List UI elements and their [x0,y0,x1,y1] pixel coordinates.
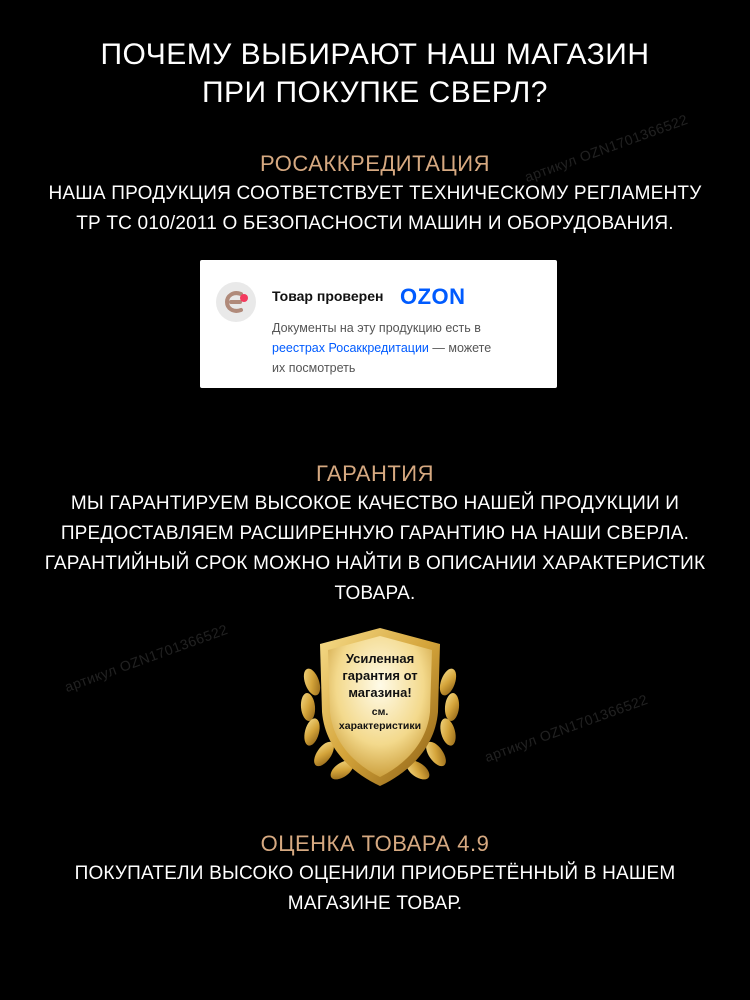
badge-line-2: гарантия от [342,668,418,683]
ozon-verified-card [200,260,557,388]
watermark: артикул OZN1701366522 [62,620,230,696]
verified-logo-icon [216,282,256,322]
section-text-accreditation [20,179,730,239]
title-line-1: ПОЧЕМУ ВЫБИРАЮТ НАШ МАГАЗИН [100,38,650,71]
watermark: артикул OZN1701366522 [482,690,650,766]
text-line: ПРЕДОСТАВЛЯЕМ РАСШИРЕННУЮ ГАРАНТИЮ НА НАШИ СВЕРЛА. [60,523,690,544]
registry-link[interactable]: реестрах Росаккредитации [272,341,429,355]
badge-line-1: Усиленная [345,651,415,666]
title-line-2: ПРИ ПОКУПКЕ СВЕРЛ? [201,76,548,109]
page-title [0,36,750,112]
text-line: ПОКУПАТЕЛИ ВЫСОКО ОЦЕНИЛИ ПРИОБРЕТЁННЫЙ В НАШЕМ [74,863,676,884]
verified-heading: Товар проверен [272,288,384,304]
section-heading-rating: ОЦЕНКА ТОВАРА 4.9 [260,831,490,856]
text-line: ТОВАРА. [334,583,416,604]
section-heading-guarantee: ГАРАНТИЯ [315,461,435,486]
watermark: артикул OZN1701366522 [522,110,690,186]
badge-small-2: характеристики [338,720,422,732]
verified-text-line-3: их посмотреть [272,361,356,375]
verified-text-line-2 [272,338,542,358]
section-text-rating [20,859,730,919]
text-line: ТР ТС 010/2011 О БЕЗОПАСНОСТИ МАШИН И ОБОРУДОВАНИЯ. [76,213,674,234]
ozon-logo: OZON [400,284,466,309]
verified-description [272,318,542,378]
verified-text-rest: — можете [428,341,492,355]
text-line: ГАРАНТИЙНЫЙ СРОК МОЖНО НАЙТИ В ОПИСАНИИ ХАРАКТЕРИСТИК [44,553,706,574]
text-line: МАГАЗИНЕ ТОВАР. [287,893,463,914]
badge-line-3: магазина! [348,685,412,700]
verified-text-line-1: Документы на эту продукцию есть в [272,321,481,335]
badge-small-1: см. [371,706,389,718]
verified-dot-icon [240,294,248,302]
section-heading-accreditation: РОСАККРЕДИТАЦИЯ [260,151,490,176]
section-text-guarantee [20,489,730,609]
badge-text [320,650,440,733]
text-line: МЫ ГАРАНТИРУЕМ ВЫСОКОЕ КАЧЕСТВО НАШЕЙ ПРОДУКЦИИ И [70,493,680,514]
text-line: НАША ПРОДУКЦИЯ СООТВЕТСТВУЕТ ТЕХНИЧЕСКОМУ РЕГЛАМЕНТУ [48,183,702,204]
